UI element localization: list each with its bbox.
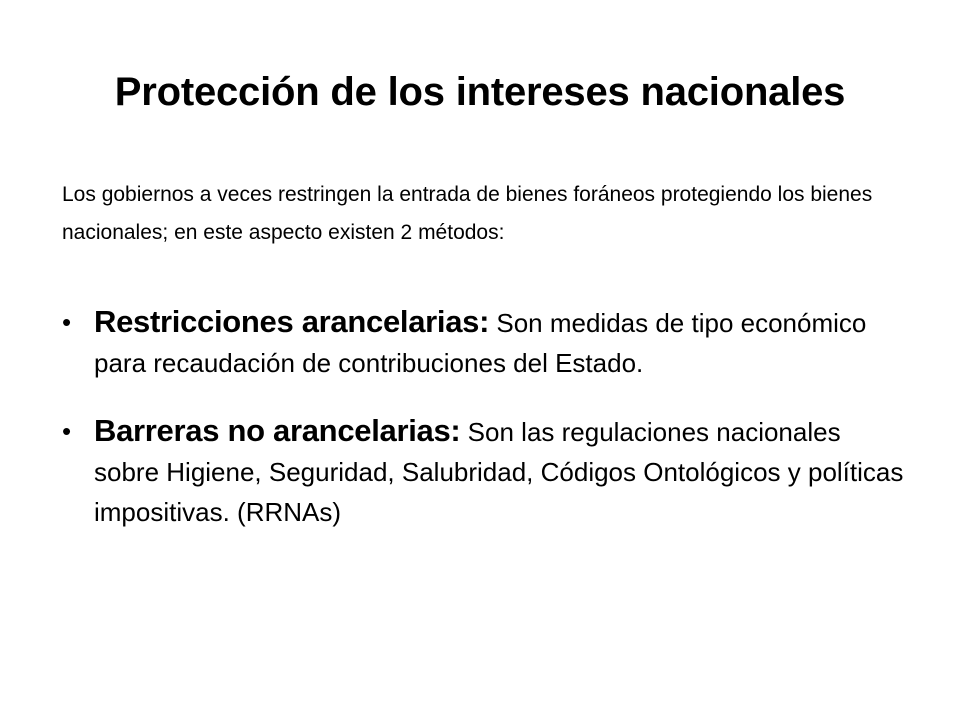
- bullet-item-barreras: [62, 411, 912, 532]
- bullet-text: Son medidas de tipo económico para recaudación de contribuciones del Estado.: [94, 308, 867, 378]
- bullet-marker: •: [62, 307, 72, 337]
- bullet-term: Barreras no arancelarias:: [94, 413, 461, 448]
- slide-title: Protección de los intereses nacionales: [114, 70, 846, 114]
- bullet-text: Son las regulaciones nacionales sobre Higiene, Seguridad, Salubridad, Códigos Ontológicos y políticas impositivas. (RRNAs): [94, 417, 904, 527]
- bullet-item-restricciones: [62, 302, 912, 383]
- intro-paragraph: Los gobiernos a veces restringen la entrada de bienes foráneos protegiendo los bienes nacionales; en este aspecto existen 2 métodos:: [62, 183, 873, 244]
- bullet-list: [62, 302, 912, 560]
- bullet-marker: •: [62, 416, 72, 446]
- bullet-term: Restricciones arancelarias:: [94, 304, 490, 339]
